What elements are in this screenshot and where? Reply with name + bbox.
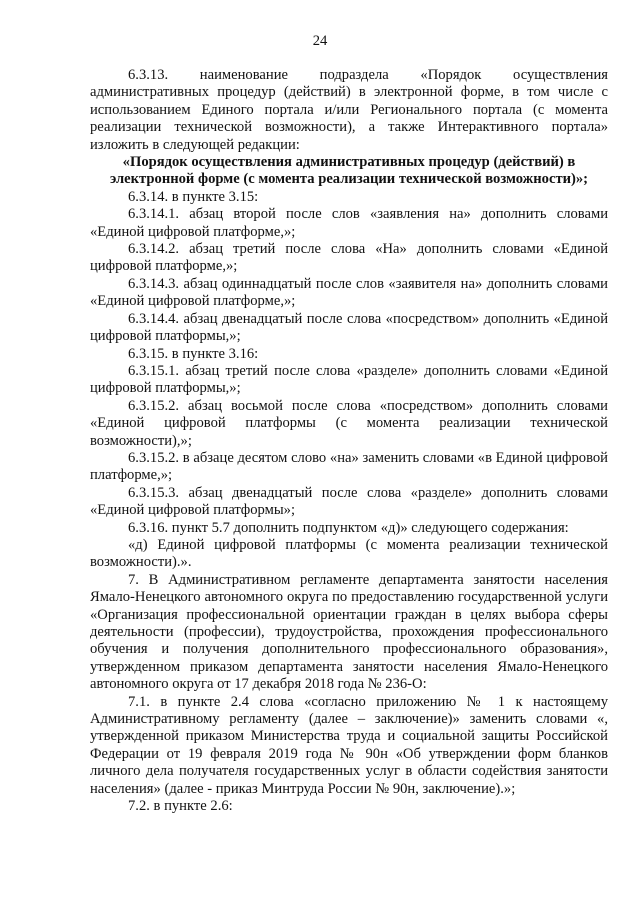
paragraph: 6.3.14. в пункте 3.15: bbox=[128, 188, 259, 205]
paragraph: 6.3.15.3. абзац двенадцатый после слова «разделе» дополнить словами «Единой цифровой платформы»; bbox=[90, 484, 608, 519]
paragraph: 7.1. в пункте 2.4 слова «согласно приложению № 1 к настоящему Административному регламенту (далее – заключение)» заменить словами «, утвержденной приказом Министерства труда и социальной защиты Российской Федерации от 19 февраля 2019 года № 90н «Об утверждении форм бланков личного дела получателя государственных услуг в области содействия занятости населения» (далее - приказ Минтруда России № 90н, заключение).»; bbox=[90, 693, 608, 797]
paragraph: «д) Единой цифровой платформы (с момента реализации технической возможности).». bbox=[90, 536, 608, 571]
page-number: 24 bbox=[312, 33, 328, 49]
paragraph: 6.3.14.3. абзац одиннадцатый после слов «заявителя на» дополнить словами «Единой цифровой платформе,»; bbox=[90, 275, 608, 310]
paragraph: 6.3.14.1. абзац второй после слов «заявления на» дополнить словами «Единой цифровой платформе,»; bbox=[90, 206, 608, 240]
paragraph: 6.3.15. в пункте 3.16: bbox=[128, 345, 259, 362]
paragraph: 6.3.14.4. абзац двенадцатый после слова «посредством» дополнить «Единой цифровой платформы,»; bbox=[90, 310, 608, 345]
paragraph: 6.3.15.2. абзац восьмой после слова «посредством» дополнить словами «Единой цифровой платформы (с момента реализации технической возможности),»; bbox=[90, 397, 608, 449]
paragraph: 6.3.15.1. абзац третий после слова «разделе» дополнить словами «Единой цифровой платформы,»; bbox=[90, 362, 608, 397]
paragraph: 6.3.16. пункт 5.7 дополнить подпунктом «д)» следующего содержания: bbox=[128, 519, 569, 536]
paragraph: 6.3.14.2. абзац третий после слова «На» дополнить словами «Единой цифровой платформе,»; bbox=[90, 241, 608, 275]
document-body bbox=[90, 67, 608, 815]
paragraph: 6.3.15.2. в абзаце десятом слово «на» заменить словами «в Единой цифровой платформе,»; bbox=[90, 449, 608, 484]
paragraph: 7. В Административном регламенте департамента занятости населения Ямало-Ненецкого автономного округа по предоставлению государственной услуги «Организация профессиональной ориентации граждан в целях выбора сферы деятельности (профессии), трудоустройства, прохождения профессионального обучения и получения дополнительного профессионального образования», утвержденном приказом департамента занятости населения Ямало-Ненецкого автономного округа от 17 декабря 2018 года № 236-О: bbox=[90, 571, 608, 693]
paragraph: 7.2. в пункте 2.6: bbox=[128, 798, 233, 815]
section-heading: «Порядок осуществления административных процедур (действий) в электронной форме (с момента реализации технической возможности)»; bbox=[109, 154, 589, 188]
paragraph: 6.3.13. наименование подраздела «Порядок осуществления административных процедур (действий) в электронной форме, в том числе с использованием Единого портала и/или Регионального портала (с момента реализации технической возможности), а также Интерактивного портала» изложить в следующей редакции: bbox=[90, 67, 608, 153]
